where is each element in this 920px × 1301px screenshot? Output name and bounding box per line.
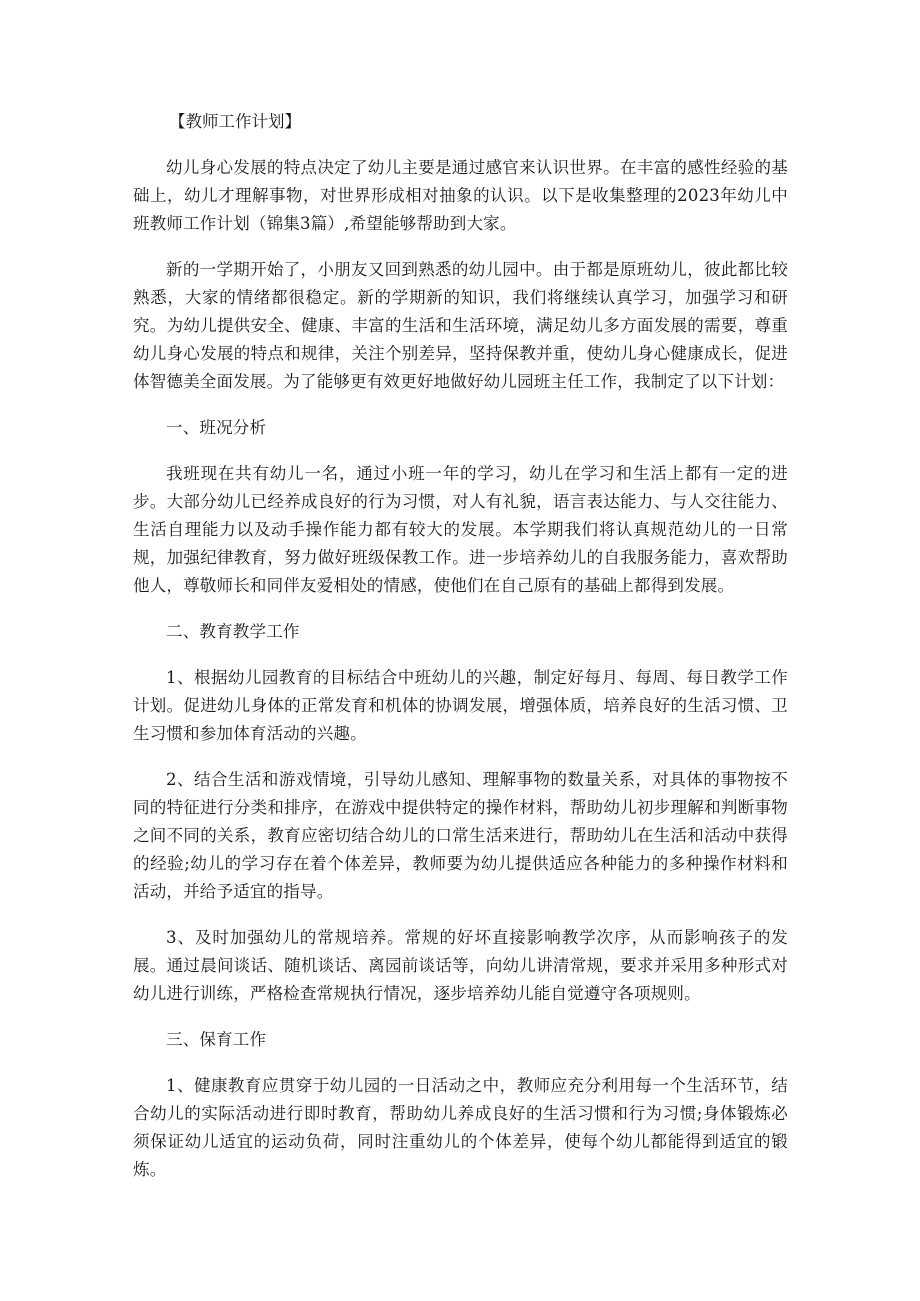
- intro-paragraph: 幼儿身心发展的特点决定了幼儿主要是通过感官来认识世界。在丰富的感性经验的基础上，幼儿才理解事物，对世界形成相对抽象的认识。以下是收集整理的2023年幼儿中班教师工作计划（锦集3篇）,希望能够帮助到大家。: [133, 158, 788, 233]
- teaching-item-3: 3、及时加强幼儿的常规培养。常规的好坏直接影响教学次序，从而影响孩子的发展。通过晨间谈话、随机谈话、离园前谈话等，向幼儿讲清常规，要求并采用多种形式对幼儿进行训练，严格检查常规执行情况，逐步培养幼儿能自觉遵守各项规则。: [133, 928, 788, 1003]
- class-analysis-paragraph: 我班现在共有幼儿一名，通过小班一年的学习，幼儿在学习和生活上都有一定的进步。大部分幼儿已经养成良好的行为习惯，对人有礼貌，语言表达能力、与人交往能力、生活自理能力以及动手操作能力都有较大的发展。本学期我们将认真规范幼儿的一日常规，加强纪律教育，努力做好班级保教工作。进一步培养幼儿的自我服务能力，喜欢帮助他人，尊敬师长和同伴友爱相处的情感，使他们在自己原有的基础上都得到发展。: [133, 464, 788, 595]
- section-heading-teaching-work: 二、教育教学工作: [166, 622, 300, 641]
- document-title: 【教师工作计划】: [169, 112, 301, 131]
- section-heading-class-analysis: 一、班况分析: [166, 418, 267, 437]
- teaching-item-2: 2、结合生活和游戏情境，引导幼儿感知、理解事物的数量关系，对具体的事物按不同的特征进行分类和排序，在游戏中提供特定的操作材料，帮助幼儿初步理解和判断事物之间不同的关系，教育应密切结合幼儿的口常生活来进行，帮助幼儿在生活和活动中获得的经验;幼儿的学习存在着个体差异，教师要为幼儿提供适应各种能力的多种操作材料和活动，并给予适宜的指导。: [133, 770, 788, 901]
- care-item-1: 1、健康教育应贯穿于幼儿园的一日活动之中，教师应充分利用每一个生活环节，结合幼儿的实际活动进行即时教育，帮助幼儿养成良好的生活习惯和行为习惯;身体锻炼必须保证幼儿适宜的运动负荷，同时注重幼儿的个体差异，使每个幼儿都能得到适宜的锻炼。: [133, 1076, 788, 1179]
- section-heading-care-work: 三、保育工作: [166, 1030, 267, 1049]
- teaching-item-1: 1、根据幼儿园教育的目标结合中班幼儿的兴趣，制定好每月、每周、每日教学工作计划。促进幼儿身体的正常发育和机体的协调发展，增强体质，培养良好的生活习惯、卫生习惯和参加体育活动的兴趣。: [133, 668, 788, 743]
- document-page: [133, 108, 788, 1202]
- opening-paragraph: 新的一学期开始了，小朋友又回到熟悉的幼儿园中。由于都是原班幼儿，彼此都比较熟悉，大家的情绪都很稳定。新的学期新的知识，我们将继续认真学习，加强学习和研究。为幼儿提供安全、健康、丰富的生活和生活环境，满足幼儿多方面发展的需要，尊重幼儿身心发展的特点和规律，关注个别差异，坚持保教并重，使幼儿身心健康成长，促进体智德美全面发展。为了能够更有效更好地做好幼儿园班主任工作，我制定了以下计划：: [133, 260, 788, 391]
